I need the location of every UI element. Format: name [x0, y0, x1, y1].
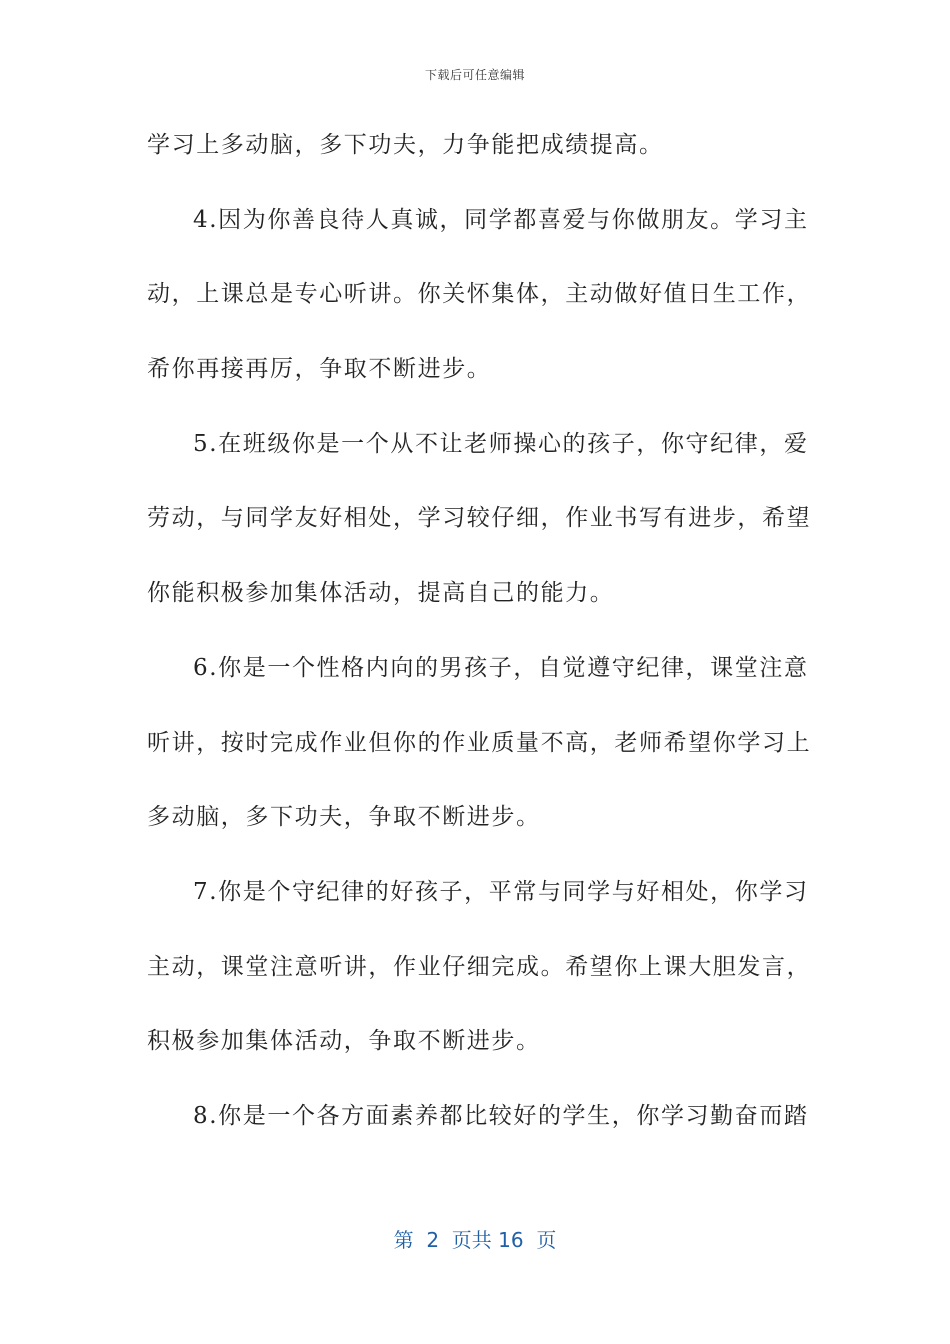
text-line: 劳动，与同学友好相处，学习较仔细，作业书写有进步，希望	[147, 505, 812, 532]
page-header: 下载后可任意编辑	[424, 68, 525, 82]
page-footer: 第 2 页共 16 页	[393, 1228, 557, 1252]
text-line: 7.你是个守纪律的好孩子，平常与同学与好相处，你学习	[193, 878, 809, 905]
document-body	[147, 120, 812, 1166]
text-line: 学习上多动脑，多下功夫，力争能把成绩提高。	[147, 132, 664, 158]
text-line: 听讲，按时完成作业但你的作业质量不高，老师希望你学习上	[147, 729, 812, 756]
text-line: 5.在班级你是一个从不让老师操心的孩子，你守纪律，爱	[193, 430, 809, 457]
text-line: 6.你是一个性格内向的男孩子，自觉遵守纪律，课堂注意	[193, 654, 809, 681]
text-line: 你能积极参加集体活动，提高自己的能力。	[147, 580, 615, 607]
text-line: 8.你是一个各方面素养都比较好的学生，你学习勤奋而踏	[193, 1102, 809, 1129]
text-line: 希你再接再厉，争取不断进步。	[147, 356, 492, 383]
text-line: 主动，课堂注意听讲，作业仔细完成。希望你上课大胆发言，	[147, 953, 812, 980]
text-line: 4.因为你善良待人真诚，同学都喜爱与你做朋友。学习主	[193, 206, 809, 233]
text-line: 多动脑，多下功夫，争取不断进步。	[147, 804, 541, 831]
text-line: 积极参加集体活动，争取不断进步。	[147, 1028, 541, 1055]
text-line: 动，上课总是专心听讲。你关怀集体，主动做好值日生工作，	[147, 281, 812, 308]
